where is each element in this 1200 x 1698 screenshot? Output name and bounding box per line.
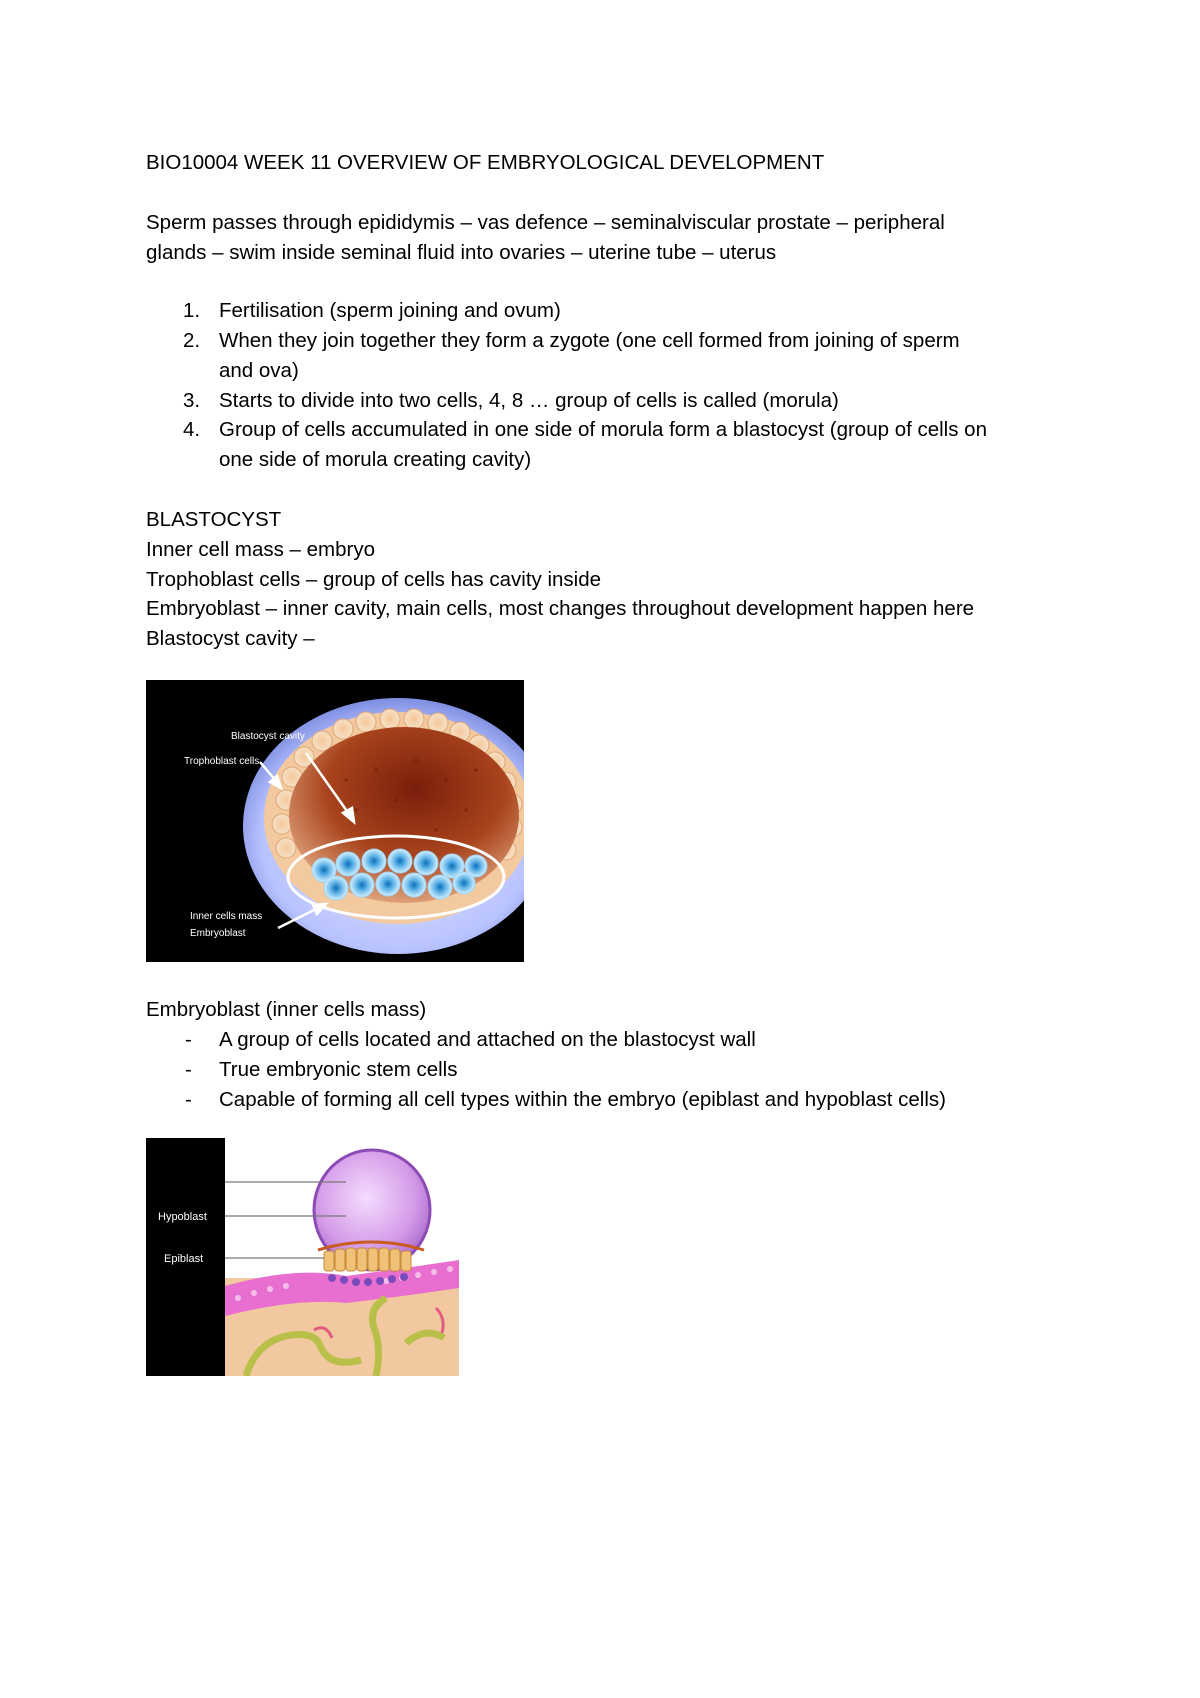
label-trophoblast: Trophoblast cells — [184, 756, 260, 767]
document-title: BIO10004 WEEK 11 OVERVIEW OF EMBRYOLOGICAL DEVELOPMENT — [146, 151, 825, 174]
list-number: 2. — [183, 329, 201, 352]
list-item: When they join together they form a zygote (one cell formed from joining of sperm — [219, 329, 960, 352]
bullet-item: A group of cells located and attached on the blastocyst wall — [219, 1028, 756, 1051]
list-number: 3. — [183, 389, 201, 412]
list-item: Group of cells accumulated in one side of morula form a blastocyst (group of cells on — [219, 418, 987, 441]
intro-line-1: Sperm passes through epididymis – vas defence – seminalviscular prostate – peripheral — [146, 211, 945, 234]
list-item: Starts to divide into two cells, 4, 8 … group of cells is called (morula) — [219, 389, 839, 412]
bullet-item: Capable of forming all cell types within the embryo (epiblast and hypoblast cells) — [219, 1088, 946, 1111]
blastocyst-line: Embryoblast – inner cavity, main cells, most changes throughout development happen here — [146, 597, 975, 620]
label-blastocyst-cavity: Blastocyst cavity — [231, 731, 305, 742]
list-item-continuation: one side of morula creating cavity) — [219, 448, 532, 471]
bullet-marker: - — [185, 1088, 192, 1111]
label-epiblast: Epiblast — [164, 1253, 204, 1265]
blastocyst-figure — [146, 680, 524, 962]
list-item: Fertilisation (sperm joining and ovum) — [219, 299, 561, 322]
label-hypoblast: Hypoblast — [158, 1211, 207, 1223]
blastocyst-line: Inner cell mass – embryo — [146, 538, 376, 561]
bullet-marker: - — [185, 1058, 192, 1081]
label-embryoblast: Embryoblast — [190, 928, 246, 939]
bullet-item: True embryonic stem cells — [219, 1058, 458, 1081]
list-number: 1. — [183, 299, 201, 322]
label-inner-cell-mass: Inner cells mass — [190, 911, 263, 922]
list-number: 4. — [183, 418, 201, 441]
bullet-marker: - — [185, 1028, 192, 1051]
section-heading-blastocyst: BLASTOCYST — [146, 508, 282, 531]
list-item-continuation: and ova) — [219, 359, 299, 382]
blastocyst-line: Trophoblast cells – group of cells has cavity inside — [146, 568, 602, 591]
implantation-figure — [146, 1138, 459, 1376]
blastocyst-line: Blastocyst cavity – — [146, 627, 315, 650]
intro-line-2: glands – swim inside seminal fluid into ovaries – uterine tube – uterus — [146, 241, 777, 264]
section-heading-embryoblast: Embryoblast (inner cells mass) — [146, 998, 427, 1021]
